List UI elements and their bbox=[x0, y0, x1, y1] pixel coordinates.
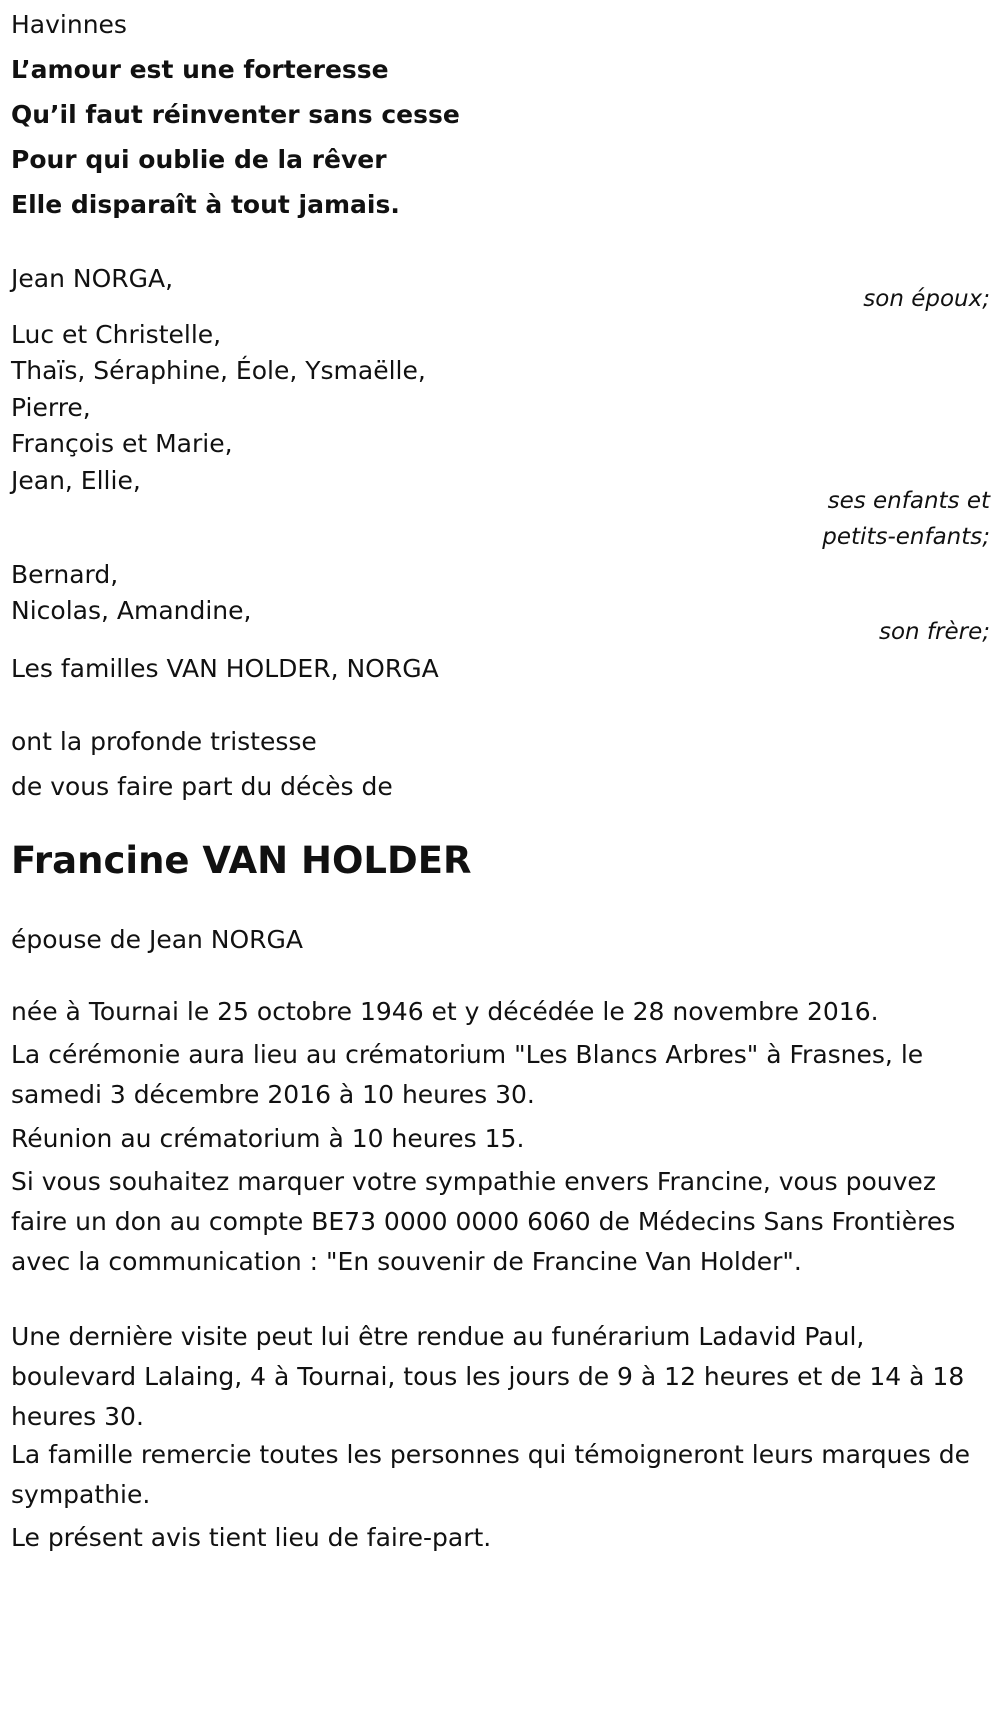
ceremony-paragraph: La cérémonie aura lieu au crématorium "Les Blancs Arbres" à Frasnes, le samedi 3 décembre 2016 à 10 heures 30. bbox=[11, 1040, 924, 1109]
poem-line: L’amour est une forteresse bbox=[11, 55, 389, 84]
visit-paragraph: Une dernière visite peut lui être rendue au funérarium Ladavid Paul, boulevard Lalaing, 4 à Tournai, tous les jours de 9 à 12 heures et de 14 à 18 heures 30. bbox=[11, 1322, 965, 1431]
location: Havinnes bbox=[11, 10, 127, 39]
sibling-line: Bernard, bbox=[11, 560, 119, 589]
husband-role: son époux; bbox=[863, 286, 990, 312]
siblings-role: son frère; bbox=[878, 619, 990, 645]
spouse-line: épouse de Jean NORGA bbox=[11, 925, 304, 954]
child-line: Jean, Ellie, bbox=[11, 466, 141, 495]
child-line: Luc et Christelle, bbox=[11, 320, 222, 349]
donation-paragraph: Si vous souhaitez marquer votre sympathie envers Francine, vous pouvez faire un don au compte BE73 0000 0000 6060 de Médecins Sans Frontières avec la communication : "En souvenir de Francine Van Holder". bbox=[11, 1167, 956, 1276]
announcement-line: de vous faire part du décès de bbox=[11, 772, 393, 801]
husband-name: Jean NORGA, bbox=[11, 264, 174, 293]
child-line: Pierre, bbox=[11, 393, 91, 422]
sibling-line: Nicolas, Amandine, bbox=[11, 596, 252, 625]
announcement-line: ont la profonde tristesse bbox=[11, 727, 317, 756]
child-line: Thaïs, Séraphine, Éole, Ysmaëlle, bbox=[11, 356, 426, 385]
deceased-name: Francine VAN HOLDER bbox=[11, 839, 472, 882]
families-line: Les familles VAN HOLDER, NORGA bbox=[11, 654, 439, 683]
child-line: François et Marie, bbox=[11, 429, 233, 458]
thanks-paragraph: La famille remercie toutes les personnes qui témoigneront leurs marques de sympathie. bbox=[11, 1440, 971, 1509]
children-role: petits-enfants; bbox=[822, 524, 990, 550]
poem-line: Pour qui oublie de la rêver bbox=[11, 145, 387, 174]
poem-line: Elle disparaît à tout jamais. bbox=[11, 190, 400, 219]
meeting-line: Réunion au crématorium à 10 heures 15. bbox=[11, 1124, 525, 1153]
closing-line: Le présent avis tient lieu de faire-part. bbox=[11, 1523, 492, 1552]
children-role: ses enfants et bbox=[827, 488, 990, 514]
poem-line: Qu’il faut réinventer sans cesse bbox=[11, 100, 460, 129]
birth-death-line: née à Tournai le 25 octobre 1946 et y décédée le 28 novembre 2016. bbox=[11, 997, 879, 1026]
